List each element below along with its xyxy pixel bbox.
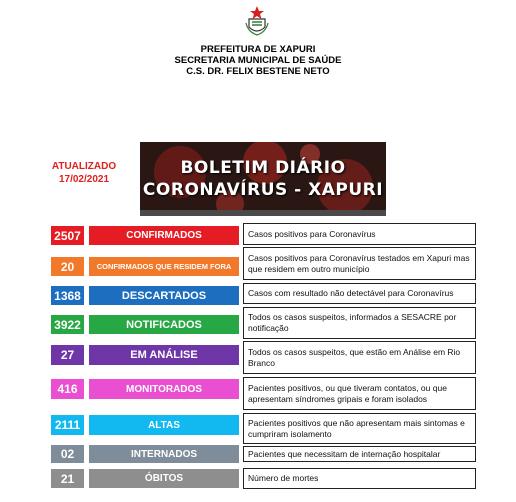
altas-value: 2111 — [51, 415, 84, 435]
confirmados-label: CONFIRMADOS — [89, 226, 239, 245]
notificados-description: Todos os casos suspeitos, informados a SESACRE por notificação — [243, 307, 476, 339]
confirmados-value: 2507 — [51, 226, 84, 245]
monitorados-description: Pacientes positivos, ou que tiveram contatos, ou que apresentam síndromes gripais e foram isolados — [243, 377, 476, 410]
altas-description: Pacientes positivos que não apresentam mais sintomas e cumpriram isolamento — [243, 413, 476, 444]
updated-date: 17/02/2021 — [58, 174, 110, 185]
em-analise-label: EM ANÁLISE — [89, 345, 239, 365]
confirmados-fora-description: Casos positivos para Coronavírus testados em Xapuri mas que residem em outro município — [243, 247, 476, 280]
header-secretaria: SECRETARIA MUNICIPAL DE SAÚDE — [174, 55, 342, 66]
internados-value: 02 — [51, 445, 84, 463]
em-analise-description: Todos os casos suspeitos, que estão em Análise em Rio Branco — [243, 341, 476, 374]
internados-description: Pacientes que necessitam de internação hospitalar — [243, 446, 476, 462]
confirmados-fora-label: CONFIRMADOS QUE RESIDEM FORA — [89, 257, 239, 276]
notificados-label: NOTIFICADOS — [89, 315, 239, 334]
updated-label: ATUALIZADO — [51, 161, 117, 172]
bulletin-banner — [140, 142, 386, 216]
notificados-value: 3922 — [51, 315, 84, 334]
altas-label: ALTAS — [89, 415, 239, 435]
obitos-value: 21 — [51, 469, 84, 488]
header-centro-saude: C.S. DR. FELIX BESTENE NETO — [186, 66, 330, 77]
descartados-description: Casos com resultado não detectável para Coronavírus — [243, 283, 476, 304]
obitos-description: Número de mortes — [243, 468, 476, 489]
internados-label: INTERNADOS — [89, 445, 239, 463]
virus-background-image — [140, 142, 386, 216]
monitorados-label: MONITORADOS — [89, 379, 239, 399]
obitos-label: ÓBITOS — [89, 469, 239, 488]
banner-subtitle: CORONAVÍRUS - XAPURI — [142, 180, 384, 200]
monitorados-value: 416 — [51, 379, 84, 399]
descartados-label: DESCARTADOS — [89, 286, 239, 305]
banner-title: BOLETIM DIÁRIO — [180, 158, 346, 178]
em-analise-value: 27 — [51, 345, 84, 365]
municipal-crest-logo — [243, 5, 271, 37]
confirmados-description: Casos positivos para Coronavírus — [243, 223, 476, 245]
descartados-value: 1368 — [51, 286, 84, 305]
confirmados-fora-value: 20 — [51, 257, 84, 276]
header-prefeitura: PREFEITURA DE XAPURI — [200, 44, 316, 55]
